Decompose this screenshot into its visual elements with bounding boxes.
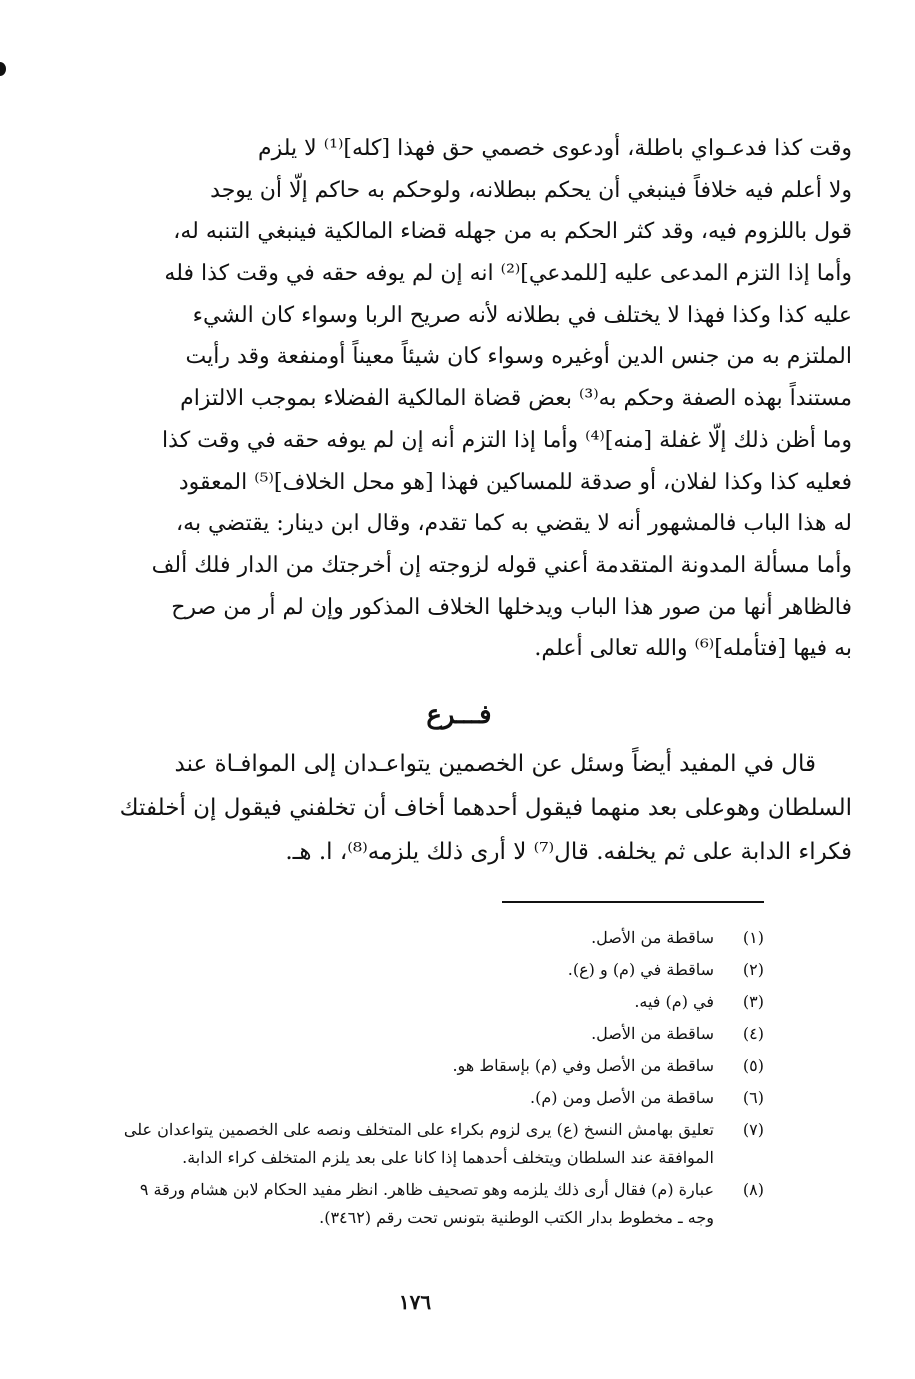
main-text-block	[66, 128, 852, 670]
footnote-line: وجه ـ مخطوط بدار الكتب الوطنية بتونس تحت رقم (٣٤٦٢).	[319, 1208, 714, 1227]
section-heading: فـــرع	[426, 700, 492, 730]
footnote-line: تعليق بهامش النسخ (ع) يرى لزوم بكراء على المتخلف ونصه على الخصمين يتواعدان على	[123, 1120, 714, 1139]
section-line: فكراء الدابة على ثم يخلفه. قال⁽⁷⁾ لا أرى ذلك يلزمه⁽⁸⁾، ا. هـ.	[285, 839, 852, 865]
body-line: فعليه كذا وكذا لفلان، أو صدقة للمساكين فهذا [هو محل الخلاف]⁽⁵⁾ المعقود	[178, 469, 852, 495]
footnote-item	[64, 1176, 764, 1232]
body-line: وما أظن ذلك إلّا غفلة [منه]⁽⁴⁾ وأما إذا التزم أنه إن لم يوفه حقه في وقت كذا	[162, 427, 852, 453]
footnote-text	[64, 1116, 714, 1172]
footnote-line: ساقطة من الأصل وفي (م) بإسقاط هو.	[452, 1056, 714, 1075]
footnote-number: (٨)	[742, 1180, 764, 1199]
footnote-item	[64, 988, 764, 1016]
footnote-text	[64, 1176, 714, 1232]
footnote-text	[64, 1052, 714, 1080]
body-line: فالظاهر أنها من صور هذا الباب ويدخلها الخلاف المذكور وإن لم أر من صرح	[171, 594, 852, 620]
body-line: به فيها [فتأمله]⁽⁶⁾ والله تعالى أعلم.	[534, 636, 852, 662]
footnote-number: (٤)	[742, 1024, 764, 1043]
section-line: قال في المفيد أيضاً وسئل عن الخصمين يتواعـدان إلى الموافـاة عند	[174, 751, 816, 777]
footnote-line: ساقطة في (م) و (ع).	[567, 960, 714, 979]
body-line: الملتزم به من جنس الدين أوغيره وسواء كان شيئاً معيناً أومنفعة وقد رأيت	[185, 344, 852, 370]
page-number: ١٧٦	[398, 1290, 432, 1314]
footnote-item	[64, 924, 764, 952]
footnote-line: ساقطة من الأصل.	[591, 1024, 714, 1043]
body-line: مستنداً بهذه الصفة وحكم به⁽³⁾ بعض قضاة المالكية الفضلاء بموجب الالتزام	[180, 386, 852, 412]
footnote-number: (٧)	[742, 1120, 764, 1139]
body-line: وأما مسألة المدونة المتقدمة أعني قوله لزوجته إن أخرجتك من الدار فلك ألف	[151, 552, 852, 578]
body-line: عليه كذا وكذا فهذا لا يختلف في بطلانه لأنه صريح الربا وسواء كان الشيء	[192, 302, 852, 328]
footnotes	[64, 924, 764, 1236]
section-text-block	[66, 742, 852, 874]
footnote-text	[64, 956, 714, 984]
body-line: له هذا الباب فالمشهور أنه لا يقضي به كما تقدم، وقال ابن دينار: يقتضي به،	[176, 511, 852, 537]
footnote-text	[64, 1020, 714, 1048]
footnote-line: ساقطة من الأصل.	[591, 928, 714, 947]
body-line: وأما إذا التزم المدعى عليه [للمدعي]⁽²⁾ انه إن لم يوفه حقه في وقت كذا فله	[164, 261, 852, 287]
section-line: السلطان وهوعلى بعد منهما فيقول أحدهما أخاف أن تخلفني فيقول إن أخلفتك	[119, 795, 852, 821]
footnote-item	[64, 956, 764, 984]
footnote-item	[64, 1052, 764, 1080]
footnote-text	[64, 1084, 714, 1112]
footnote-item	[64, 1020, 764, 1048]
footnote-item	[64, 1116, 764, 1172]
footnote-text	[64, 924, 714, 952]
footnote-item	[64, 1084, 764, 1112]
footnote-line: ساقطة من الأصل ومن (م).	[530, 1088, 714, 1107]
footnote-number: (٦)	[742, 1088, 764, 1107]
footnote-number: (١)	[742, 928, 764, 947]
body-line: وقت كذا فدعـواي باطلة، أودعوى خصمي حق فهذا [كله]⁽¹⁾ لا يلزم	[258, 136, 852, 161]
footnote-number: (٢)	[742, 960, 764, 979]
body-line: ولا أعلم فيه خلافاً فينبغي أن يحكم ببطلانه، ولوحكم به حاكم إلّا أن يوجد	[210, 177, 852, 203]
body-line: قول باللزوم فيه، وقد كثر الحكم به من جهله قضاء المالكية فينبغي التنبه له،	[173, 219, 852, 245]
footnote-line: في (م) فيه.	[634, 992, 714, 1011]
footnote-number: (٣)	[742, 992, 764, 1011]
footnote-line: عبارة (م) فقال أرى ذلك يلزمه وهو تصحيف ظاهر. انظر مفيد الحكام لابن هشام ورقة ٩	[139, 1180, 714, 1199]
footnote-text	[64, 988, 714, 1016]
footnote-separator	[502, 901, 764, 903]
footnote-number: (٥)	[742, 1056, 764, 1075]
footnote-line: الموافقة عند السلطان ويتخلف أحدهما إذا كانا على بعد يلزم المتخلف كراء الدابة.	[182, 1148, 714, 1167]
scan-edge-mark	[0, 62, 6, 76]
